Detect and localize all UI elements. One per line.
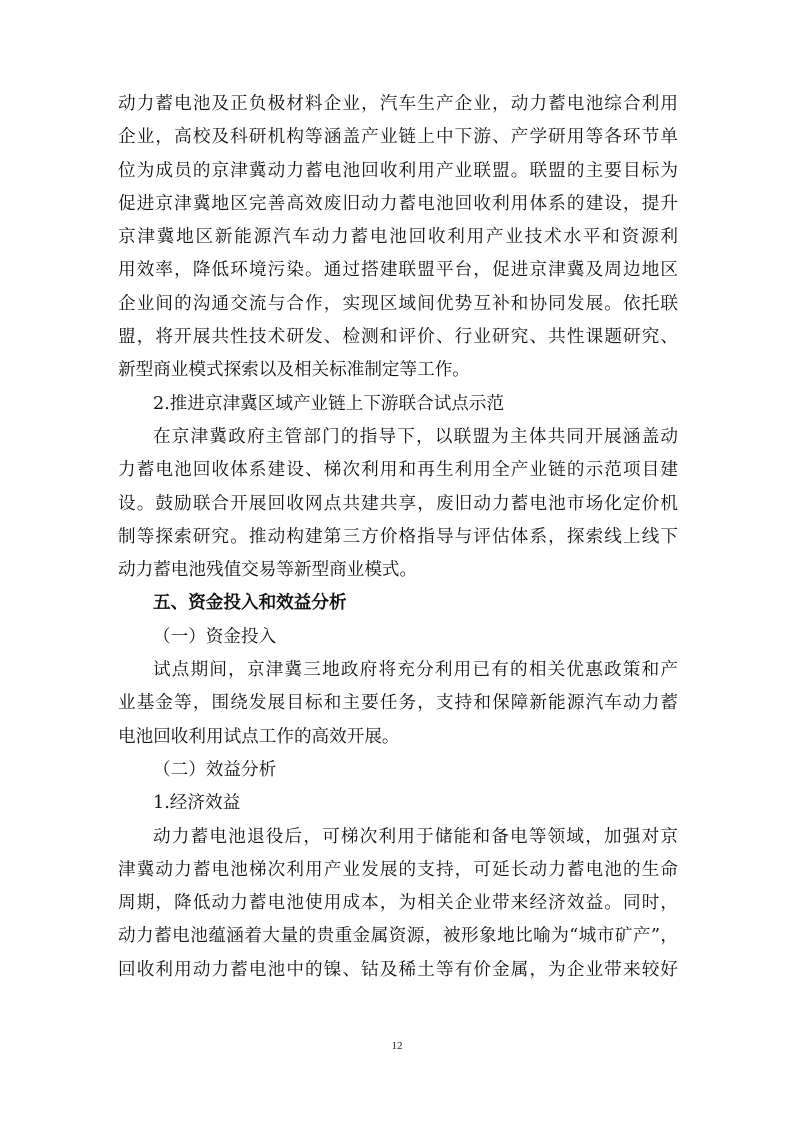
paragraph-funding xyxy=(118,654,678,754)
text-line: 周期，降低动力蓄电池使用成本，为相关企业带来经济效益。同时， xyxy=(118,893,678,914)
text-line: 回收利用动力蓄电池中的镍、钴及稀土等有价金属，为企业带来较好 xyxy=(118,959,678,980)
paragraph-economic-benefit xyxy=(118,821,678,987)
text-line: 新型商业模式探索以及相关标准制定等工作。 xyxy=(118,360,470,381)
paragraph-alliance xyxy=(118,88,678,388)
subsection-heading-funding: （一）资金投入 xyxy=(153,626,277,647)
subsection-heading-benefit: （二）效益分析 xyxy=(153,759,277,780)
text-line: 促进京津冀地区完善高效废旧动力蓄电池回收利用体系的建设，提升 xyxy=(118,193,678,214)
page-body xyxy=(118,88,678,987)
text-line: 京津冀地区新能源汽车动力蓄电池回收利用产业技术水平和资源利 xyxy=(118,227,678,248)
text-line: 企业间的沟通交流与合作，实现区域间优势互补和协同发展。依托联 xyxy=(118,293,678,314)
text-line: 企业，高校及科研机构等涵盖产业链上中下游、产学研用等各环节单 xyxy=(118,127,678,148)
text-line: 试点期间，京津冀三地政府将充分利用已有的相关优惠政策和产 xyxy=(153,660,678,681)
page-number: 12 xyxy=(391,1040,403,1052)
text-line: 制等探索研究。推动构建第三方价格指导与评估体系，探索线上线下 xyxy=(118,526,678,547)
text-line: 津冀动力蓄电池梯次利用产业发展的支持，可延长动力蓄电池的生命 xyxy=(118,859,678,880)
text-line: 位为成员的京津冀动力蓄电池回收利用产业联盟。联盟的主要目标为 xyxy=(118,160,678,181)
text-line: 动力蓄电池蕴涵着大量的贵重金属资源，被形象地比喻为“城市矿产”， xyxy=(118,926,678,947)
text-line: 力蓄电池回收体系建设、梯次利用和再生利用全产业链的示范项目建 xyxy=(118,460,678,481)
text-line: 动力蓄电池及正负极材料企业，汽车生产企业，动力蓄电池综合利用 xyxy=(118,94,678,114)
paragraph-pilot-demo xyxy=(118,421,678,587)
text-line: 在京津冀政府主管部门的指导下，以联盟为主体共同开展涵盖动 xyxy=(153,426,678,447)
text-line: 电池回收利用试点工作的高效开展。 xyxy=(118,726,400,747)
section-heading-5: 五、资金投入和效益分析 xyxy=(153,593,347,614)
heading-economic-benefit: 1.经济效益 xyxy=(153,793,241,814)
text-line: 设。鼓励联合开展回收网点共建共享，废旧动力蓄电池市场化定价机 xyxy=(118,493,678,514)
text-line: 业基金等，围绕发展目标和主要任务，支持和保障新能源汽车动力蓄 xyxy=(118,693,678,714)
text-line: 动力蓄电池退役后，可梯次利用于储能和备电等领域，加强对京 xyxy=(153,826,678,847)
text-line: 盟，将开展共性技术研发、检测和评价、行业研究、共性课题研究、 xyxy=(118,327,678,348)
text-line: 用效率，降低环境污染。通过搭建联盟平台，促进京津冀及周边地区 xyxy=(118,260,678,281)
text-line: 动力蓄电池残值交易等新型商业模式。 xyxy=(118,560,418,581)
heading-item-2: 2.推进京津冀区域产业链上下游联合试点示范 xyxy=(153,393,505,414)
